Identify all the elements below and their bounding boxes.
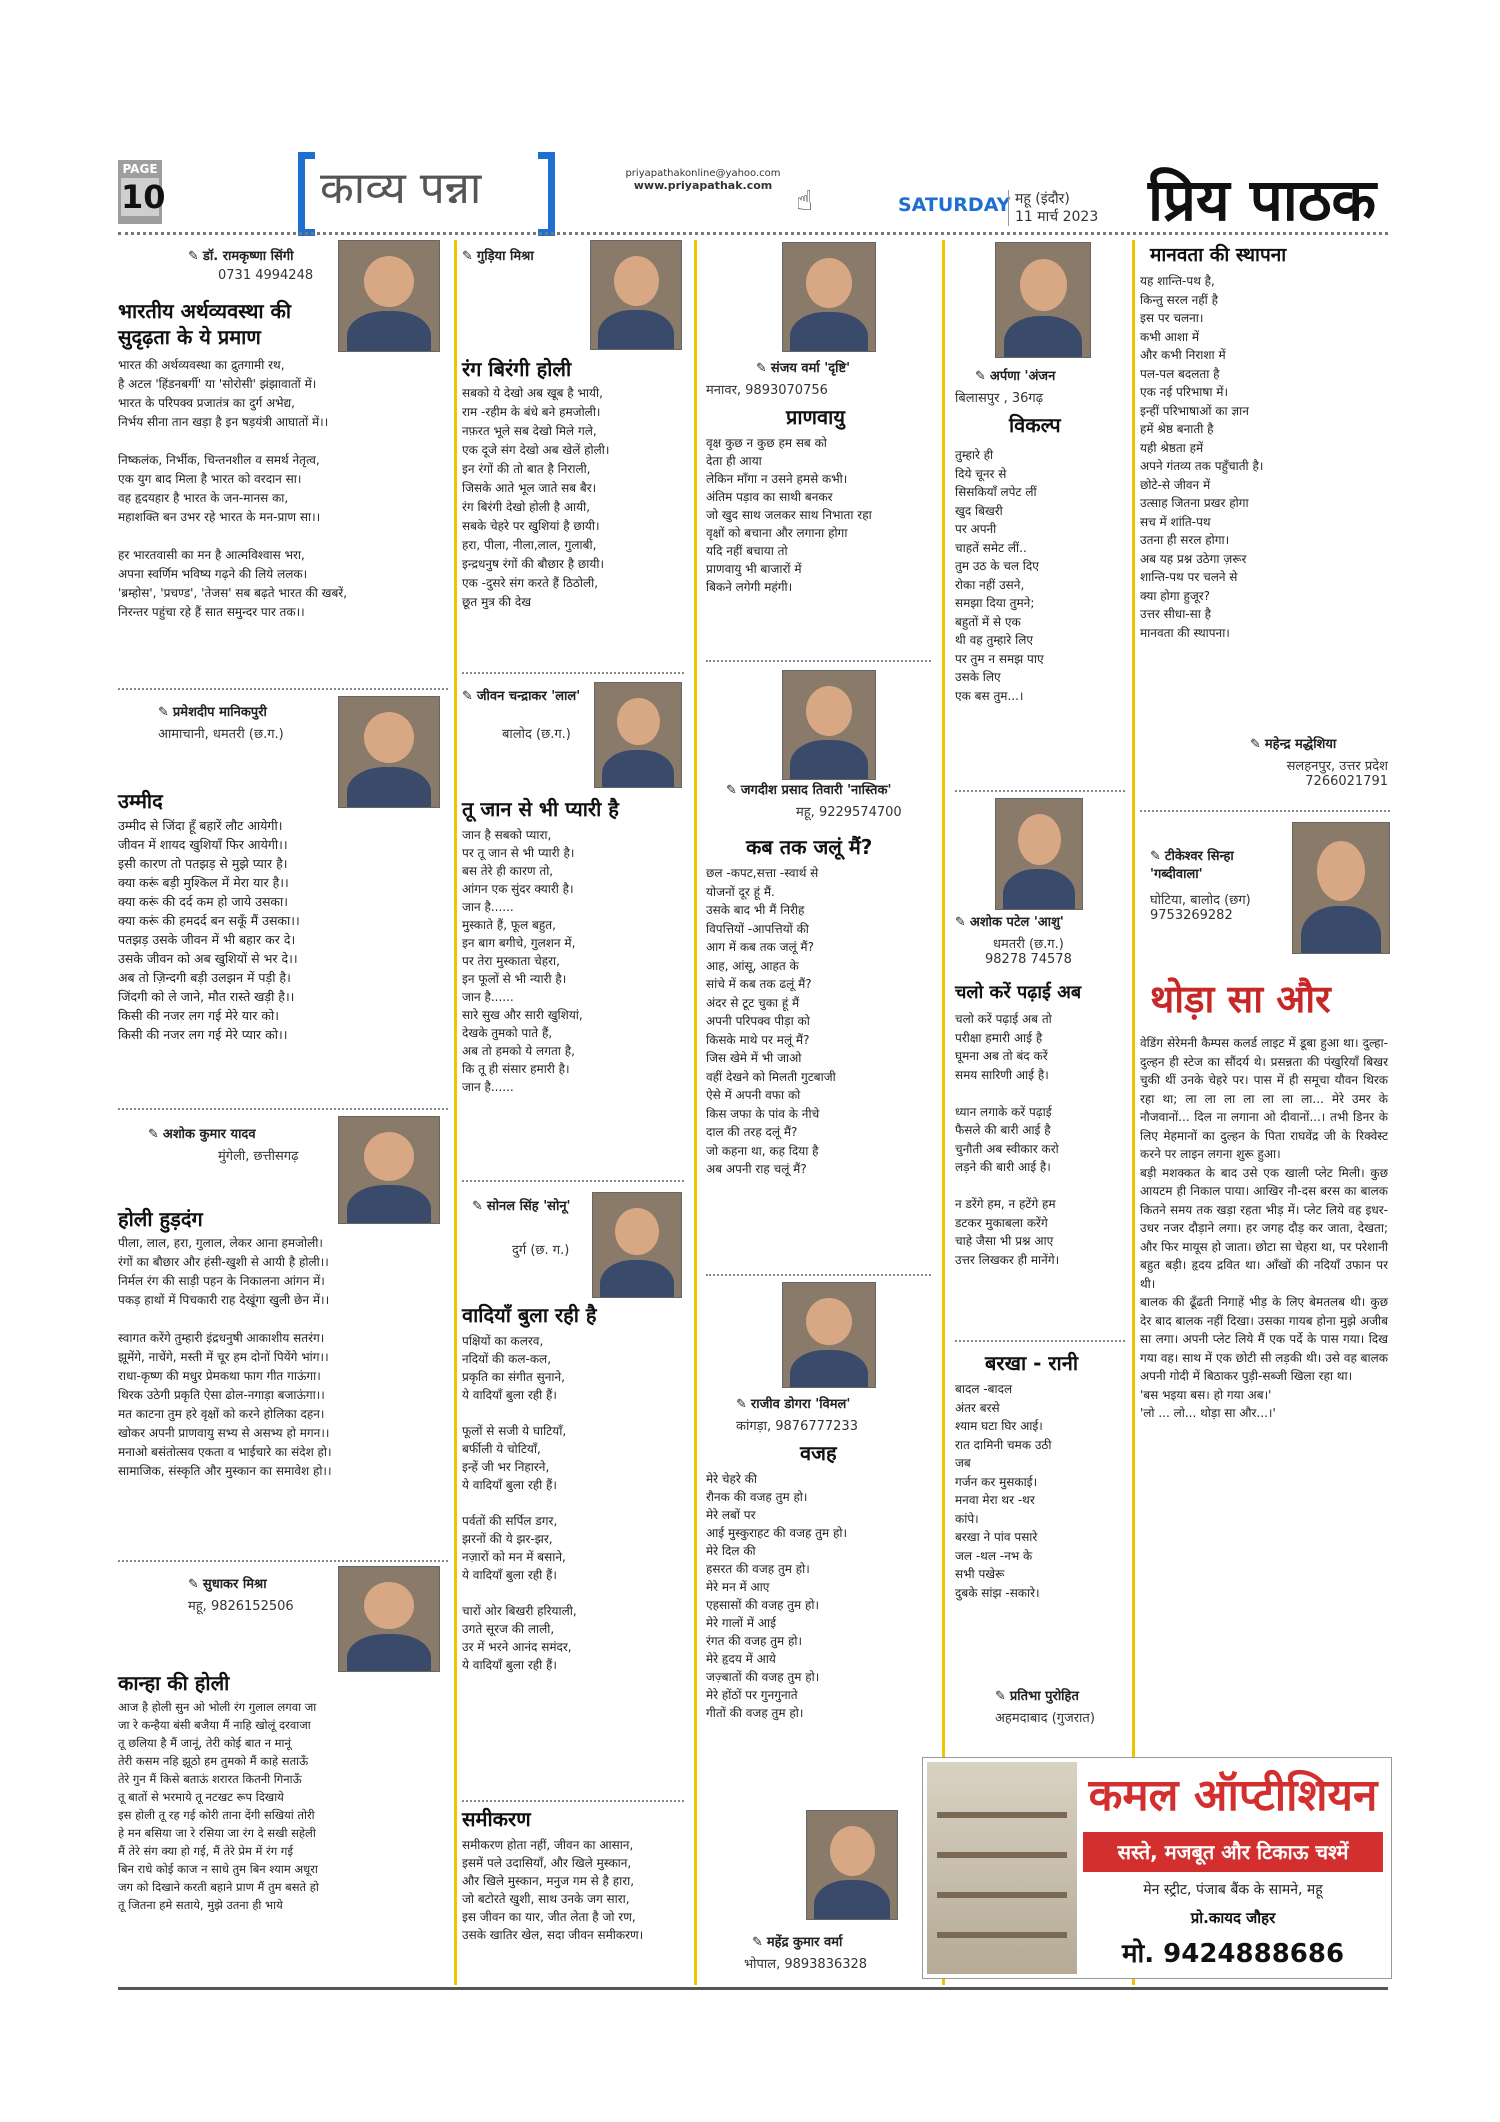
poem-body: समीकरण होता नहीं, जीवन का आसान, इसमें पले उदासियाँ, और खिले मुस्कान, और खिले मुस्कान, मनुज गम से है हारा, जो बटोरते खुशी, साथ उनके जग सारा, इस जीवन का यार, जीत लेता है जो रण, उसके खातिर खेल, सदा जीवन समीकरण। (462, 1838, 644, 1942)
article-divider (462, 1800, 684, 1802)
article-divider (1140, 810, 1390, 812)
column-separator (942, 240, 945, 1985)
ad-tagline: सस्ते, मजबूत और टिकाऊ चश्में (1083, 1832, 1383, 1872)
poem-body: उम्मीद से जिंदा हूँ बहारें लौट आयेगी। जीवन में शायद खुशियाँ फिर आयेगी।। इसी कारण तो पतझड़ से मुझे प्यार है। क्या करूं बड़ी मुश्किल में मेरा यार है।। क्या करूं की दर्द कम हो जाये उसका। क्या करूं की हमदर्द बन सकूँ मैं उसका।। पतझड़ उसके जीवन में भी बहार कर दे। उसके जीवन को अब खुशियों से भर दे।। अब तो ज़िन्दगी बड़ी उलझन में पड़ी है। जिंदगी को ले जाने, मौत रास्ते खड़ी है।। किसी की नजर लग गई मेरे यार को। किसी की नजर लग गई मेरे प्यार को।। (118, 818, 300, 1042)
article-divider (462, 1180, 684, 1182)
contact-block (618, 168, 788, 192)
author-name: ✎ महेंद्र कुमार वर्मा (752, 1935, 843, 1950)
poem-title: कब तक जलूं मैं? (746, 835, 873, 859)
poem-title: उम्मीद (118, 789, 163, 813)
author-name: ✎ अशोक पटेल 'आशु' (955, 915, 1064, 930)
author-photo (782, 242, 876, 352)
author-name: ✎ प्रमेशदीप मानिकपुरी (158, 705, 267, 720)
section-title: काव्य पन्ना (320, 163, 482, 214)
author-contact: 0731 4994248 (218, 268, 314, 283)
masthead-logo: प्रिय पाठक (1148, 166, 1377, 234)
author-name: ✎ संजय वर्मा 'दृष्टि' (756, 361, 851, 376)
dateline (1008, 190, 1098, 226)
poem-body: पक्षियों का कलरव, नदियों की कल-कल, प्रकृति का संगीत सुनाने, ये वादियाँ बुला रही हैं। फूलों से सजी ये घाटियाँ, बर्फीली ये चोटियाँ, इन्हें जी भर निहारने, ये वादियाँ बुला रही हैं। पर्वतों की सर्पिल डगर, झरनों की ये झर-झर, नज़ारों को मन में बसाने, ये वादियाँ बुला रही हैं। चारों ओर बिखरी हरियाली, उगते सूरज की लाली, उर में भरने आनंद समंदर, ये वादियाँ बुला रही हैं। (462, 1334, 577, 1672)
story-title: थोड़ा सा और (1150, 976, 1331, 1021)
page-header (118, 150, 1388, 234)
pen-icon: ✎ (736, 1397, 747, 1412)
poem-title: वादियाँ बुला रही है (462, 1303, 597, 1327)
author-contact: मुंगेली, छत्तीसगढ़ (218, 1149, 299, 1164)
shop-photo (927, 1762, 1077, 1974)
ad-address: मेन स्ट्रीट, पंजाब बैंक के सामने, महू (1143, 1882, 1323, 1898)
author-contact: बालोद (छ.ग.) (502, 727, 571, 742)
pointer-hand-icon: ☝ (796, 184, 814, 217)
author-contact: मनावर, 9893070756 (706, 383, 828, 398)
author-name: ✎ टीकेश्वर सिन्हा 'गब्दीवाला' (1150, 849, 1234, 882)
author-contact: आमाचानी, धमतरी (छ.ग.) (158, 727, 284, 742)
poem-title: विकल्प (1009, 413, 1061, 437)
pen-icon: ✎ (158, 705, 169, 720)
author-photo (338, 696, 440, 808)
author-photo (590, 240, 682, 350)
poem-title: मानवता की स्थापना (1150, 244, 1287, 266)
pen-icon: ✎ (188, 249, 199, 264)
author-name: ✎ प्रतिभा पुरोहित (995, 1689, 1079, 1704)
ad-proprietor: प्रो.कायद जौहर (1190, 1909, 1276, 1927)
column-separator (694, 240, 697, 1985)
poem-title: कान्हा की होली (118, 1671, 230, 1695)
story-body: वेडिंग सेरेमनी कैम्पस कलर्ड लाइट में डूबा हुआ था। दुल्हा-दुल्हन ही स्टेज का सौंदर्य थे। प्रसन्नता की पंखुरियाँ बिखर चुकी थीं उनके चेहरे पर। पास में ही समूचा यौवन थिरक रहा था; ला ला ला ला ला ला ला... मेरे उमर के नौजवानों... दिल ना लगाना ओ दीवानों...। तभी डिनर के लिए मेहमानों का दुल्हन के पिता राघवेंद्र जी के रिक्वेस्ट करने पर लाइन लगना शुरू हुआ। बड़ी मशक्कत के बाद उसे एक खाली प्लेट मिली। कुछ आयटम ही निकाल पाया। आखिर नौ-दस बरस का बालक कितने समय तक खड़ा रहता भीड़ में। प्लेट लिये वह इधर-उधर नजर दौड़ाने लगा। हर जगह दौड़ कर जाता, देखता; और फिर मायूस हो जाता। छोटा सा चेहरा था, पर परेशानी बहुत बड़ी। हृदय द्रवित था। आँखों की नदियाँ उफान पर थी। बालक की ढूँढती निगाहें भीड़ के लिए बेमतलब थी। कुछ देर बाद बालक नहीं दिखा। उसका गायब होना मुझे अजीब सा लगा। अपनी प्लेट लिये मैं एक पर्दे के पास गया। दिख गया वह। साथ में एक छोटी सी लड़की थी। उसे वह बालक अपनी गोदी में बिठाकर पुड़ी-सब्जी खिला रहा था। 'बस भइया बस। हो गया अब।' 'लो ... लो... थोड़ा सा और...।' (1140, 1036, 1388, 1420)
page-number: 10 (121, 178, 166, 216)
author-photo (338, 240, 440, 352)
poem-title: भारतीय अर्थव्यवस्था की सुदृढ़ता के ये प्रमाण (118, 299, 292, 349)
author-contact: कांगड़ा, 9876777233 (736, 1419, 858, 1434)
author-contact: धमतरी (छ.ग.) 98278 74578 (985, 937, 1072, 967)
author-name: ✎ गुड़िया मिश्रा (462, 249, 534, 264)
author-photo (782, 1282, 876, 1388)
poem-title: रंग बिरंगी होली (462, 357, 572, 381)
city-text: महू (इंदौर) (1015, 191, 1070, 207)
pen-icon: ✎ (752, 1935, 763, 1950)
author-name: ✎ जीवन चन्द्राकर 'लाल' (462, 689, 581, 704)
author-name: ✎ सोनल सिंह 'सोनू' (472, 1199, 571, 1214)
article-divider (706, 1274, 931, 1276)
author-photo (338, 1116, 440, 1224)
author-name: ✎ सुधाकर मिश्रा (188, 1577, 267, 1592)
author-name: ✎ डॉ. रामकृष्णा सिंगी (188, 249, 294, 264)
poem-body: चलो करें पढ़ाई अब तो परीक्षा हमारी आई है घूमना अब तो बंद करें समय सारिणी आई है। ध्यान लगाके करें पढ़ाई फैसले की बारी आई है चुनौती अब स्वीकार करो लड़ने की बारी आई है। न डरेंगे हम, न हटेंगे हम डटकर मुकाबला करेंगे चाहे जैसा भी प्रश्न आए उत्तर लिखकर ही मानेंगे। (955, 1012, 1060, 1267)
author-name: ✎ अर्पणा 'अंजन (975, 369, 1056, 384)
day-label: SATURDAY (898, 194, 1011, 216)
author-name: ✎ अशोक कुमार यादव (148, 1127, 256, 1142)
poem-body: छल -कपट,सत्ता -स्वार्थ से योजनों दूर हूं मैं. उसके बाद भी मैं निरीह विपत्तियों -आपत्तियों की आग में कब तक जलूं मैं? आह, आंसू, आहत के सांचे में कब तक ढलूं मैं? अंदर से टूट चुका हूं मैं अपनी परिपक्व पीड़ा को किसके माथे पर मलूं मैं? जिस खेमे में भी जाओ वहीं देखने को मिलती गुटबाजी ऐसे में अपनी वफा को किस जफा के पांव के नीचे दाल की तरह दलूं मैं? जो कहना था, कह दिया है अब अपनी राह चलूं मैं? (706, 866, 836, 1176)
author-photo (592, 1192, 682, 1298)
poem-body: सबको ये देखो अब खूब है भायी, राम -रहीम के बंधे बने हमजोली। नफ़रत भूले सब देखो मिले गले, एक दूजे संग देखो अब खेलें होली। इन रंगों की तो बात है निराली, जिसके आते भूल जाते सब बैर। रंग बिरंगी देखो होली है आयी, सबके चेहरे पर खुशियां है छायी। हरा, पीला, नीला,लाल, गुलाबी, इन्द्रधनुष रंगों की बौछार है छायी। एक -दुसरे संग करते हैं ठिठोली, छूत मुत्र की देख (462, 386, 610, 609)
author-contact: महू, 9229574700 (796, 805, 902, 820)
pen-icon: ✎ (148, 1127, 159, 1142)
poem-body: जान है सबको प्यारा, पर तू जान से भी प्यारी है। बस तेरे ही कारण तो, आंगन एक सुंदर क्यारी है। जान है...... मुस्काते हैं, फूल बहुत, इन बाग बगीचे, गुलशन में, पर तेरा मुस्काता चेहरा, इन फूलों से भी न्यारी है। जान है...... सारे सुख और सारी खुशियां, देखके तुमको पाते हैं, अब तो हमको ये लगता है, कि तू ही संसार हमारी है। जान है...... (462, 828, 583, 1094)
author-photo (806, 1810, 898, 1920)
author-name: ✎ महेन्द्र मद्धेशिया (1250, 737, 1337, 752)
ad-brand-name: कमल ऑप्टीशियन (1083, 1764, 1383, 1828)
pen-icon: ✎ (955, 915, 966, 930)
pen-icon: ✎ (756, 361, 767, 376)
column-separator (454, 240, 457, 1985)
pen-icon: ✎ (975, 369, 986, 384)
pen-icon: ✎ (462, 689, 473, 704)
author-photo (782, 670, 876, 780)
poem-body: पीला, लाल, हरा, गुलाल, लेकर आना हमजोली। रंगों का बौछार और हंसी-खुशी से आयी है होली।। निर्मल रंग की साड़ी पहन के निकालना आंगन में। पकड़ हाथों में पिचकारी राह देखूंगा खुली छेन में।। स्वागत करेंगे तुम्हारी इंद्रधनुषी आकाशीय सतरंग। झूमेंगे, नाचेंगे, मस्ती में चूर हम दोनों पियेंगे भांग।। राधा-कृष्ण की मधुर प्रेमकथा फाग गीत गाऊंगा। थिरक उठेगी प्रकृति ऐसा ढोल-नगाड़ा बजाऊंगा।। मत काटना तुम हरे वृक्षों को करने होलिका दहन। खोकर अपनी प्राणवायु सभ्य से असभ्य हो मगन।। मनाओ बसंतोत्सव एकता व भाईचारे का संदेश हो। सामाजिक, संस्कृति और मुस्कान का समावेश हो।। (118, 1236, 332, 1478)
date-text: 11 मार्च 2023 (1015, 209, 1099, 225)
author-contact: भोपाल, 9893836328 (744, 1957, 868, 1972)
poem-title: बरखा - रानी (985, 1351, 1079, 1375)
article-divider (706, 660, 931, 662)
poem-title: चलो करें पढ़ाई अब (955, 982, 1082, 1003)
footer-divider (118, 1987, 1388, 1990)
pen-icon: ✎ (1150, 849, 1161, 864)
bracket-left (298, 152, 315, 236)
article-divider (118, 1108, 448, 1110)
pen-icon: ✎ (726, 783, 737, 798)
poem-title: वजह (800, 1441, 837, 1465)
poem-title: होली हुड़दंग (118, 1207, 203, 1231)
page-label: PAGE (122, 162, 158, 176)
pen-icon: ✎ (188, 1577, 199, 1592)
poem-body: वृक्ष कुछ न कुछ हम सब को देता ही आया लेकिन माँगा न उसने हमसे कभी। अंतिम पड़ाव का साथी बनकर जो खुद साथ जलकर साथ निभाता रहा वृक्षों को बचाना और लगाना होगा यदि नहीं बचाया तो प्राणवायु भी बाजारों में बिकने लगेगी महंगी। (706, 436, 872, 594)
author-photo (995, 798, 1083, 910)
article-divider (955, 790, 1125, 792)
article-divider (118, 1560, 448, 1562)
page-number-box (118, 160, 166, 224)
pen-icon: ✎ (462, 249, 473, 264)
author-contact: सलहनपुर, उत्तर प्रदेश 7266021791 (1286, 759, 1388, 789)
poem-body: भारत की अर्थव्यवस्था का द्रुतगामी रथ, है अटल 'हिंडनबर्गी' या 'सोरोसी' झंझावातों में। भारत के परिपक्व प्रजातंत्र का दुर्ग अभेद्य, निर्भय सीना तान खड़ा है इन षड़यंत्री आघातों में।। निष्कलंक, निर्भीक, चिन्तनशील व समर्थ नेतृत्व, एक युग बाद मिला है भारत को वरदान सा। वह हृदयहार है भारत के जन-मानस का, महाशक्ति बन उभर रहे भारत के मन-प्राण सा।। हर भारतवासी का मन है आत्मविश्वास भरा, अपना स्वर्णिम भविष्य गढ़ने की लिये ललक। 'ब्रम्होस', 'प्रचण्ड', 'तेजस' सब बढ़ते भारत की खबरें, निरन्तर पहुंचा रहे हैं सात समुन्दर पार तक।। (118, 358, 348, 619)
poem-body: बादल -बादल अंतर बरसे श्याम घटा घिर आई। रात दामिनी चमक उठी जब गर्जन कर मुसकाई। मनवा मेरा थर -थर कांपे। बरखा ने पांव पसारे जल -थल -नभ के सभी पखेरू दुबके सांझ -सकारे। (955, 1382, 1052, 1600)
article-divider (955, 1340, 1125, 1342)
column-separator (1132, 240, 1135, 1985)
article-divider (118, 688, 448, 690)
poem-title: समीकरण (462, 1807, 531, 1831)
header-divider (118, 232, 1388, 235)
poem-title: प्राणवायु (786, 405, 845, 429)
poem-body: तुम्हारे ही दिये चूनर से सिसकियाँ लपेट लीं खुद बिखरी पर अपनी चाहतें समेट लीं.. तुम उठ के चल दिए रोका नहीं उसने, समझा दिया तुमने; बहुतों में से एक थी वह तुम्हारे लिए पर तुम न समझ पाए उसके लिए एक बस तुम...। (955, 448, 1044, 703)
author-photo (594, 682, 682, 788)
poem-title: तू जान से भी प्यारी है (462, 797, 619, 821)
advertisement[interactable] (922, 1757, 1392, 1979)
pen-icon: ✎ (1250, 737, 1261, 752)
author-photo (995, 242, 1091, 358)
email-text: priyapathakonline@yahoo.com (625, 168, 781, 179)
article-divider (462, 672, 684, 674)
author-name: ✎ जगदीश प्रसाद तिवारी 'नास्तिक' (726, 783, 892, 798)
poem-body: आज है होली सुन ओ भोली रंग गुलाल लगवा जा जा रे कन्हैया बंसी बजैया मैं नाहि खोलूं दरवाजा तू छलिया है मैं जानूं, तेरी कोई बात न मानूं तेरी कसम नहि झूठो हम तुमको मैं काहे सताऊँ तेरे गुन मैं किसे बताऊं शरारत कितनी गिनाऊँ तू बातों से भरमाये तू नटखट रूप दिखाये इस होली तू रह गई कोरी ताना देंगी सखियां तोरी हे मन बसिया जा रे रसिया जा रंग दे सखी सहेली मैं तेरे संग क्या हो गई, मैं तेरे प्रेम में रंग गई बिन राधे कोई काज न साधे तुम बिन श्याम अधूरा जग को दिखाने करती बहाने प्राण मैं तुम बसते हो तू जितना हमे सताये, मुझे उतना ही भाये (118, 1700, 319, 1912)
pen-icon: ✎ (472, 1199, 483, 1214)
author-contact: अहमदाबाद (गुजरात) (995, 1711, 1095, 1726)
author-photo (1292, 822, 1390, 954)
bracket-right (538, 152, 555, 236)
author-name: ✎ राजीव डोगरा 'विमल' (736, 1397, 851, 1412)
author-contact: महू, 9826152506 (188, 1599, 294, 1614)
website-link[interactable]: www.priyapathak.com (633, 179, 773, 192)
poem-body: यह शान्ति-पथ है, किन्तु सरल नहीं है इस पर चलना। कभी आशा में और कभी निराशा में पल-पल बदलता है एक नई परिभाषा में। इन्हीं परिभाषाओं का ज्ञान हमें श्रेष्ठ बनाती है यही श्रेष्ठता हमें अपने गंतव्य तक पहुँचाती है। छोटे-से जीवन में उत्साह जितना प्रखर होगा सच में शांति-पथ उतना ही सरल होगा। अब यह प्रश्न उठेगा ज़रूर शान्ति-पथ पर चलने से क्या होगा हुजूर? उत्तर सीधा-सा है मानवता की स्थापना। (1140, 274, 1264, 640)
author-contact: दुर्ग (छ. ग.) (512, 1243, 570, 1258)
pen-icon: ✎ (995, 1689, 1006, 1704)
poem-body: मेरे चेहरे की रौनक की वजह तुम हो। मेरे लबों पर आई मुस्कुराहट की वजह तुम हो। मेरे दिल की हसरत की वजह तुम हो। मेरे मन में आए एहसासों की वजह तुम हो। मेरे गालों में आई रंगत की वजह तुम हो। मेरे हृदय में आये जज़्बातों की वजह तुम हो। मेरे होंठों पर गुनगुनाते गीतों की वजह तुम हो। (706, 1472, 848, 1720)
author-contact: बिलासपुर , 36गढ़ (955, 391, 1044, 406)
author-photo (338, 1566, 440, 1672)
author-contact: घोटिया, बालोद (छग) 9753269282 (1150, 893, 1251, 923)
ad-phone[interactable]: मो. 9424888686 (1121, 1939, 1345, 1969)
